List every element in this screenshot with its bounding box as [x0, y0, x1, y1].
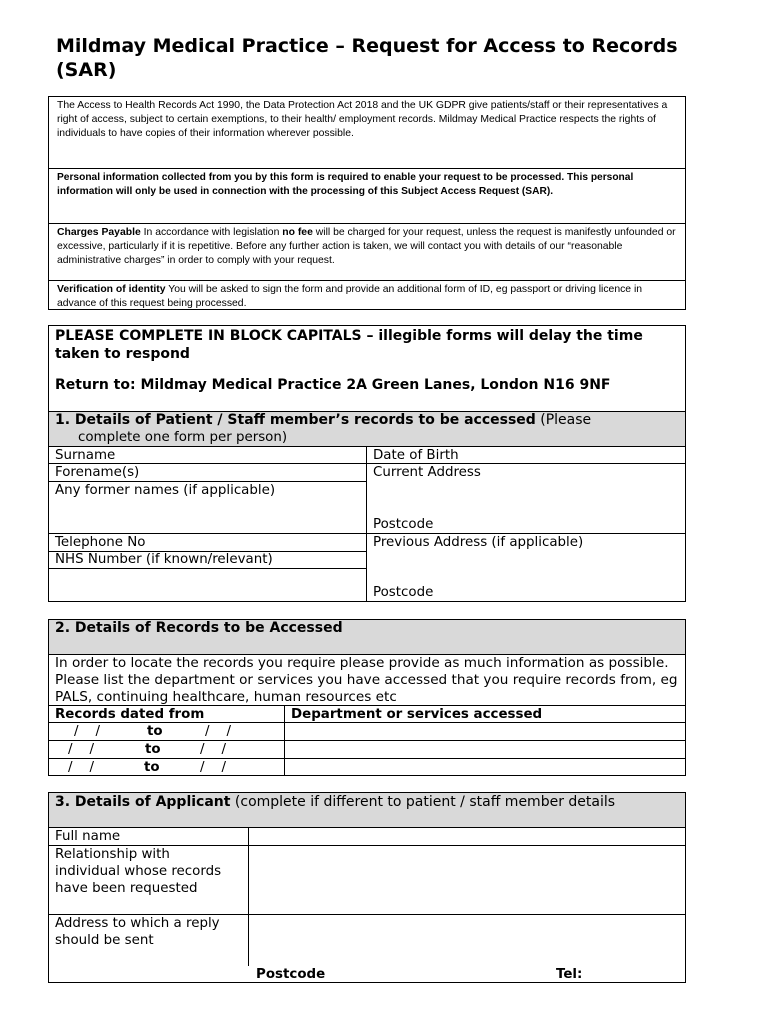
access-rights-text: The Access to Health Records Act 1990, the Data Protection Act 2018 and the UK GDPR give patients/staff or their representatives a right of access, subject to certain exemptions, to their health/ employment records. Mildmay Medical Practice respects the rights of individuals to have copies of their information wherever possible. [49, 97, 685, 169]
charges-label: Charges Payable [57, 227, 141, 238]
surname-label: Surname [55, 448, 116, 463]
address-field[interactable] [252, 917, 682, 963]
dob-label: Date of Birth [373, 448, 459, 463]
date-to-2: to [145, 742, 161, 757]
surname-field[interactable] [160, 447, 360, 462]
date-until-1[interactable]: / / [205, 724, 232, 739]
department-field-2[interactable] [288, 742, 682, 757]
address-label: Address to which a reply should be sent [55, 916, 220, 948]
applicant-tel-label: Tel: [556, 967, 583, 982]
date-from-1[interactable]: / / [74, 724, 101, 739]
section3-heading-bold: 3. Details of Applicant [55, 794, 231, 810]
return-address: Return to: Mildmay Medical Practice 2A Green Lanes, London N16 9NF [55, 377, 611, 393]
forenames-label: Forename(s) [55, 465, 140, 480]
applicant-tel-field[interactable] [596, 966, 682, 981]
previous-postcode-label: Postcode [373, 585, 434, 600]
charges-pre: In accordance with legislation [140, 227, 283, 238]
no-fee-label: no fee [282, 227, 313, 238]
verification-body: You will be asked to sign the form and provide an additional form of ID, eg passport or driving licence in advance of this request being processed. [57, 284, 643, 309]
intro-box [48, 96, 686, 310]
previous-address-field[interactable] [370, 552, 682, 582]
charges-post: will be charged for your request, unless the request is manifestly unfounded or excessive, particularly if it is repetitive. Before any further action is taken, we will contact you with details of our “reasonable administrative charges” in order to comply with your request. [57, 227, 676, 266]
page-title: Mildmay Medical Practice – Request for Access to Records (SAR) [56, 35, 678, 81]
divider [366, 446, 367, 602]
applicant-postcode-field[interactable] [340, 966, 540, 981]
divider [48, 568, 366, 569]
department-header: Department or services accessed [291, 707, 543, 722]
records-dated-header: Records dated from [55, 707, 205, 722]
nhs-number-label: NHS Number (if known/relevant) [55, 552, 273, 567]
nhs-number-field[interactable] [52, 570, 362, 600]
date-from-3[interactable]: / / [68, 760, 95, 775]
divider [48, 827, 686, 828]
date-to-1: to [147, 724, 163, 739]
section2-instructions: In order to locate the records you require please provide as much information as possible. Please list the department or services you have accessed that you require records from, eg PALS, continuing healthcare, human resources etc [55, 655, 678, 705]
current-address-label: Current Address [373, 465, 481, 480]
current-postcode-label: Postcode [373, 517, 434, 532]
verification-label: Verification of identity [57, 284, 166, 295]
personal-info-notice: Personal information collected from you by this form is required to enable your request to be processed. This personal information will only be used in connection with the processing of this Subject Access Request (SAR). [49, 169, 685, 224]
relationship-field[interactable] [252, 848, 682, 912]
department-field-3[interactable] [288, 760, 682, 775]
section1-heading-bold: 1. Details of Patient / Staff member’s records to be accessed [55, 412, 536, 428]
block-capitals-notice: PLEASE COMPLETE IN BLOCK CAPITALS – illegible forms will delay the time taken to respond [55, 328, 643, 362]
relationship-label: Relationship with individual whose records have been requested [55, 847, 222, 896]
divider [48, 463, 686, 464]
section3-heading-note: (complete if different to patient / staff member details [230, 794, 616, 810]
current-address-field[interactable] [370, 482, 682, 514]
divider [248, 827, 249, 966]
divider [48, 740, 686, 741]
former-names-label: Any former names (if applicable) [55, 483, 276, 498]
full-name-field[interactable] [252, 829, 682, 844]
full-name-label: Full name [55, 829, 121, 844]
previous-address-label: Previous Address (if applicable) [373, 535, 584, 550]
section3-heading [55, 794, 615, 811]
telephone-label: Telephone No [55, 535, 146, 550]
date-until-3[interactable]: / / [200, 760, 227, 775]
telephone-field[interactable] [170, 534, 360, 550]
charges-payable-text [49, 224, 685, 281]
forenames-field[interactable] [160, 464, 360, 480]
date-from-2[interactable]: / / [68, 742, 95, 757]
section1-heading-note2: complete one form per person) [78, 430, 288, 445]
section1-heading [55, 412, 591, 429]
date-until-2[interactable]: / / [200, 742, 227, 757]
dob-field[interactable] [480, 447, 680, 462]
section1-heading-note: (Please [535, 412, 592, 428]
date-to-3: to [144, 760, 160, 775]
applicant-postcode-label: Postcode [256, 967, 326, 982]
former-names-field[interactable] [52, 500, 362, 531]
section2-heading: 2. Details of Records to be Accessed [55, 620, 343, 636]
verification-text [49, 281, 685, 309]
department-field-1[interactable] [288, 724, 682, 739]
